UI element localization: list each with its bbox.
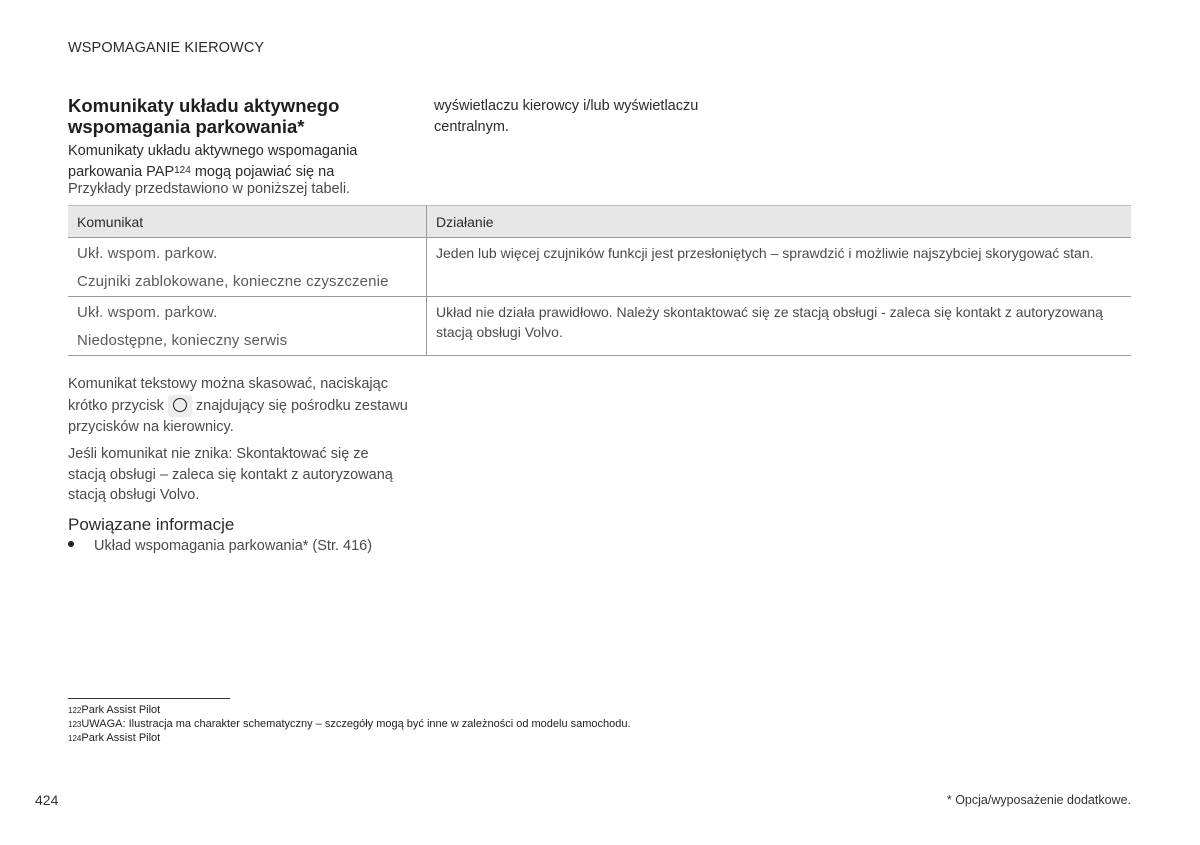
page-number: 424 [35, 792, 59, 808]
table-row [68, 297, 1131, 356]
reset-text-line1: Komunikat tekstowy można skasować, naciskając [68, 376, 388, 392]
intro-continuation: wyświetlaczu kierowcy i/lub wyświetlaczu centralnym. [434, 98, 699, 135]
article-title: Komunikaty układu aktywnego wspomagania parkowania* [68, 95, 340, 137]
footnote [68, 717, 631, 732]
footnote-text: UWAGA: Ilustracja ma charakter schematyczny – szczegóły mogą być inne w zależności od modelu samochodu. [81, 718, 631, 730]
footnote [68, 731, 160, 746]
action-text: Układ nie działa prawidłowo. Należy skontaktować się ze stacją obsługi - zaleca się kontakt z autoryzowaną stacją obsługi Volvo. [436, 304, 1103, 340]
column-header-action: Działanie [427, 206, 1132, 238]
footnote-number: 123 [68, 720, 82, 729]
action-cell [427, 238, 1132, 297]
messages-table [68, 205, 1131, 356]
intro-text-end: mogą pojawiać się na [190, 164, 335, 180]
message-line: Niedostępne, konieczny serwis [77, 332, 288, 349]
round-button-icon [168, 395, 192, 417]
related-info-heading: Powiązane informacje [68, 515, 235, 534]
related-info-item[interactable] [68, 538, 372, 554]
related-link[interactable]: Układ wspomagania parkowania* (Str. 416) [94, 538, 373, 554]
footnote-number: 124 [68, 734, 82, 743]
message-cell [68, 297, 427, 356]
footnote-text: Park Assist Pilot [81, 732, 161, 744]
footnote-text: Park Assist Pilot [81, 704, 161, 716]
message-line: Ukł. wspom. parkow. [77, 245, 218, 262]
bullet-icon [68, 541, 74, 547]
message-cell [68, 238, 427, 297]
optional-equipment-note: * Opcja/wyposażenie dodatkowe. [946, 793, 1131, 807]
message-line: Ukł. wspom. parkow. [77, 304, 218, 321]
persistent-message-paragraph: Jeśli komunikat nie znika: Skontaktować się ze stacją obsługi – zaleca się kontakt z autoryzowaną stacją obsługi Volvo. [68, 446, 393, 503]
reset-instructions [68, 374, 408, 438]
footnote [68, 703, 160, 718]
column-header-message: Komunikat [68, 206, 427, 238]
section-header: WSPOMAGANIE KIEROWCY [68, 40, 265, 56]
footnote-ref-124: 124 [174, 165, 191, 176]
message-line: Czujniki zablokowane, konieczne czyszczenie [77, 273, 389, 290]
intro-text: Komunikaty układu aktywnego wspomagania parkowania PAP [68, 143, 358, 180]
intro-paragraph [68, 141, 398, 183]
reset-text: krótko przycisk [68, 397, 164, 414]
intro-examples: Przykłady przedstawiono w poniższej tabeli. [68, 181, 351, 197]
action-cell [427, 297, 1132, 356]
footnote-divider [68, 698, 230, 699]
action-text: Jeden lub więcej czujników funkcji jest przesłoniętych – sprawdzić i możliwie najszybciej skorygować stan. [436, 245, 1094, 261]
table-header-row [68, 206, 1131, 238]
footnote-number: 122 [68, 706, 82, 715]
table-row [68, 238, 1131, 297]
reset-text-end: znajdujący się pośrodku zestawu przycisków na kierownicy. [68, 397, 408, 435]
